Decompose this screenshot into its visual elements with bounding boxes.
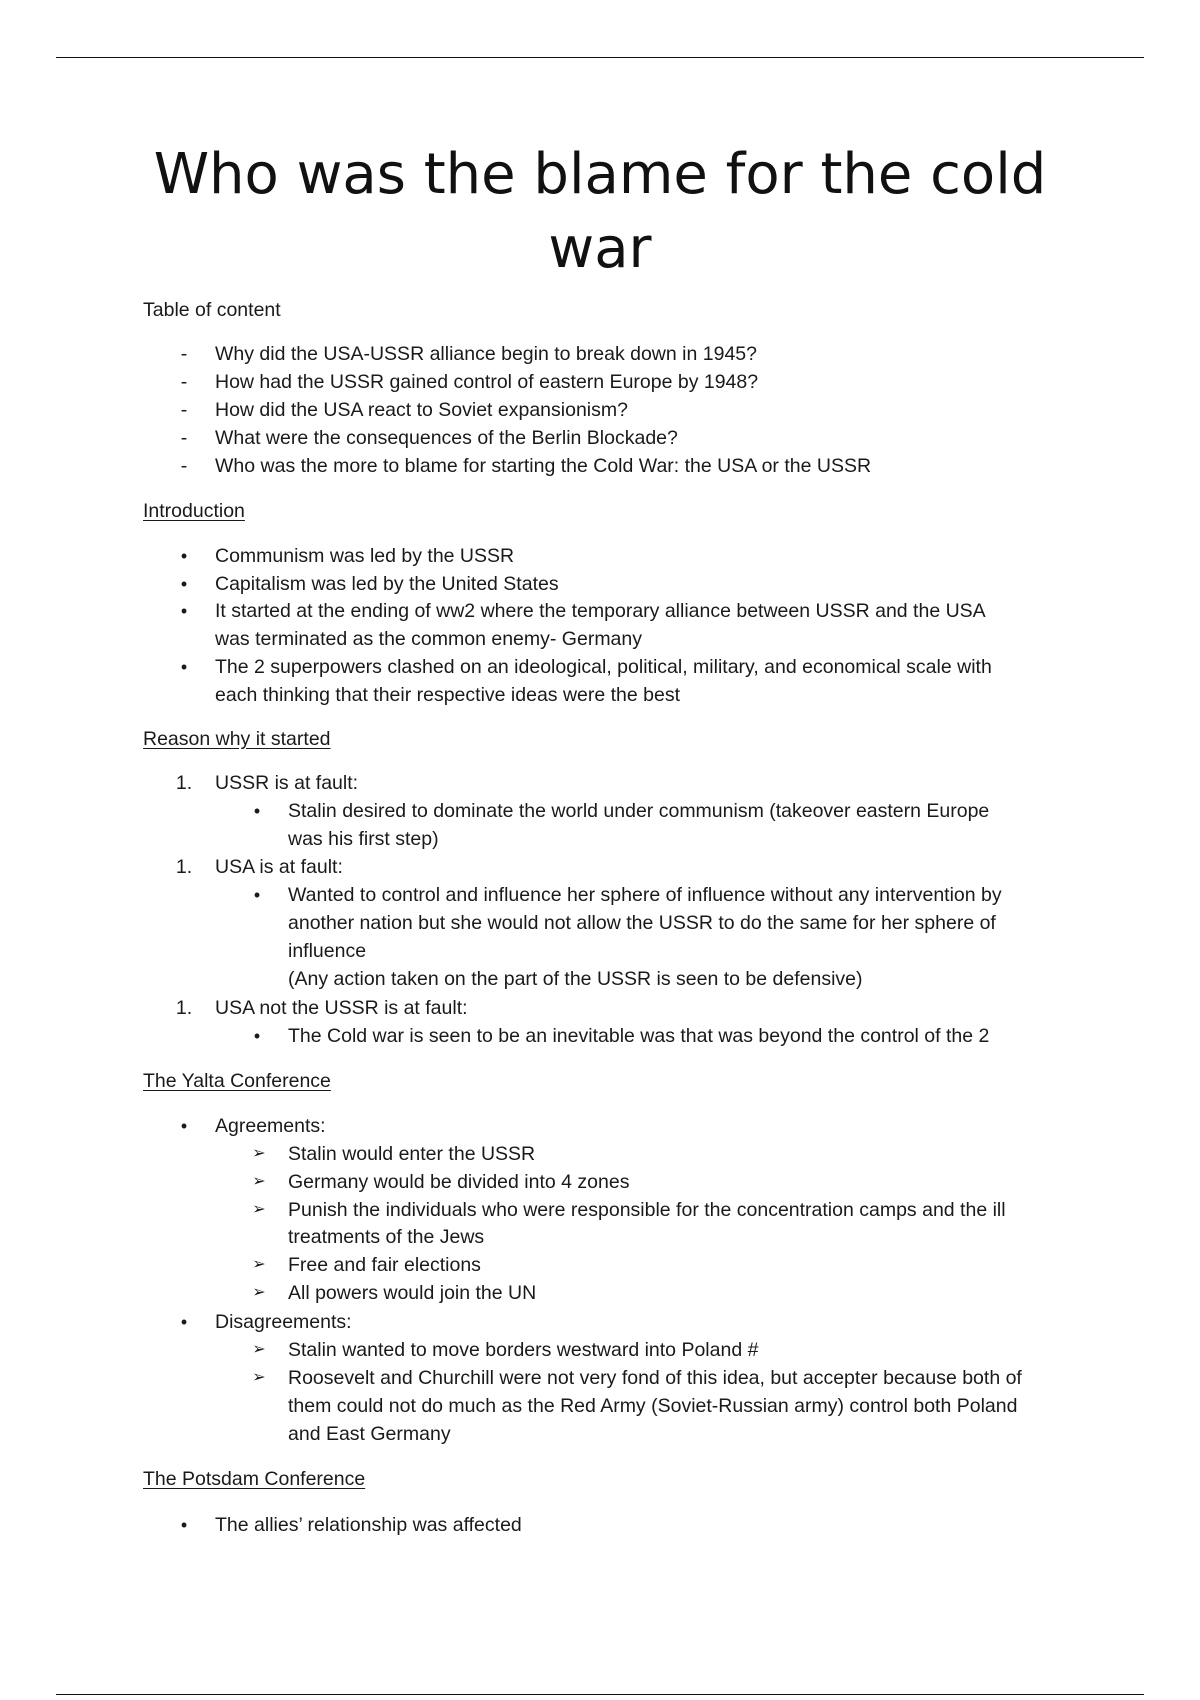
arrow-bullet-icon: ➢	[252, 1201, 266, 1218]
agreement-line: Punish the individuals who were responsible for the concentration camps and the ill	[288, 1199, 1006, 1221]
toc-item: What were the consequences of the Berlin Blockade?	[215, 427, 678, 449]
page-title	[120, 138, 1080, 286]
reason-label: USA not the USSR is at fault:	[215, 997, 468, 1019]
disagreements-label: Disagreements:	[215, 1311, 352, 1333]
intro-line: The 2 superpowers clashed on an ideological, political, military, and economical scale with	[215, 656, 992, 678]
bullet-icon: •	[180, 546, 188, 566]
title-line-1: Who was the blame for the cold	[153, 142, 1047, 207]
reasons-heading: Reason why it started	[143, 728, 331, 750]
toc-item: Who was the more to blame for starting the Cold War: the USA or the USSR	[215, 455, 872, 477]
bullet-icon: •	[180, 1116, 188, 1136]
introduction-heading: Introduction	[143, 500, 245, 522]
disagreement-line: and East Germany	[288, 1423, 451, 1445]
list-number: 1.	[175, 856, 193, 878]
reason-line: influence	[288, 940, 367, 962]
reason-line: The Cold war is seen to be an inevitable was that was beyond the control of the 2	[288, 1025, 990, 1047]
toc-marker: -	[180, 371, 188, 393]
arrow-bullet-icon: ➢	[252, 1256, 266, 1273]
toc-item: Why did the USA-USSR alliance begin to break down in 1945?	[215, 343, 757, 365]
list-number: 1.	[175, 772, 193, 794]
agreement-line: Germany would be divided into 4 zones	[288, 1171, 630, 1193]
intro-line: Communism was led by the USSR	[215, 545, 515, 567]
reason-line: was his first step)	[288, 828, 439, 850]
reason-line: (Any action taken on the part of the USSR is seen to be defensive)	[288, 968, 863, 990]
agreement-line: treatments of the Jews	[288, 1226, 485, 1248]
bullet-icon: •	[180, 657, 188, 677]
title-line-2: war	[548, 216, 652, 281]
bullet-icon: •	[180, 1312, 188, 1332]
reason-label: USSR is at fault:	[215, 772, 359, 794]
footer-rule	[56, 1694, 1144, 1695]
intro-line: was terminated as the common enemy- Germany	[215, 628, 643, 650]
intro-line: each thinking that their respective ideas were the best	[215, 684, 681, 706]
bullet-icon: •	[253, 801, 261, 821]
intro-line: It started at the ending of ww2 where the temporary alliance between USSR and the USA	[215, 600, 986, 622]
toc-item: How had the USSR gained control of eastern Europe by 1948?	[215, 371, 759, 393]
arrow-bullet-icon: ➢	[252, 1145, 266, 1162]
bullet-icon: •	[253, 1026, 261, 1046]
bullet-icon: •	[253, 885, 261, 905]
bullet-icon: •	[180, 601, 188, 621]
arrow-bullet-icon: ➢	[252, 1173, 266, 1190]
potsdam-line: The allies’ relationship was affected	[215, 1514, 522, 1536]
agreement-line: All powers would join the UN	[288, 1282, 537, 1304]
potsdam-heading: The Potsdam Conference	[143, 1468, 366, 1490]
toc-marker: -	[180, 427, 188, 449]
bullet-icon: •	[180, 1515, 188, 1535]
reason-line: Wanted to control and influence her sphere of influence without any intervention by	[288, 884, 1002, 906]
toc-marker: -	[180, 343, 188, 365]
arrow-bullet-icon: ➢	[252, 1284, 266, 1301]
list-number: 1.	[175, 997, 193, 1019]
agreement-line: Free and fair elections	[288, 1254, 481, 1276]
yalta-heading: The Yalta Conference	[143, 1070, 331, 1092]
reason-line: another nation but she would not allow the USSR to do the same for her sphere of	[288, 912, 996, 934]
disagreement-line: them could not do much as the Red Army (Soviet-Russian army) control both Poland	[288, 1395, 1018, 1417]
disagreement-line: Roosevelt and Churchill were not very fond of this idea, but accepter because both of	[288, 1367, 1022, 1389]
intro-line: Capitalism was led by the United States	[215, 573, 559, 595]
reason-label: USA is at fault:	[215, 856, 343, 878]
toc-item: How did the USA react to Soviet expansionism?	[215, 399, 628, 421]
arrow-bullet-icon: ➢	[252, 1369, 266, 1386]
header-rule	[56, 57, 1144, 58]
toc-marker: -	[180, 399, 188, 421]
toc-marker: -	[180, 455, 188, 477]
toc-heading: Table of content	[143, 299, 281, 321]
agreements-label: Agreements:	[215, 1115, 326, 1137]
agreement-line: Stalin would enter the USSR	[288, 1143, 536, 1165]
disagreement-line: Stalin wanted to move borders westward into Poland #	[288, 1339, 759, 1361]
arrow-bullet-icon: ➢	[252, 1341, 266, 1358]
reason-line: Stalin desired to dominate the world under communism (takeover eastern Europe	[288, 800, 990, 822]
bullet-icon: •	[180, 574, 188, 594]
